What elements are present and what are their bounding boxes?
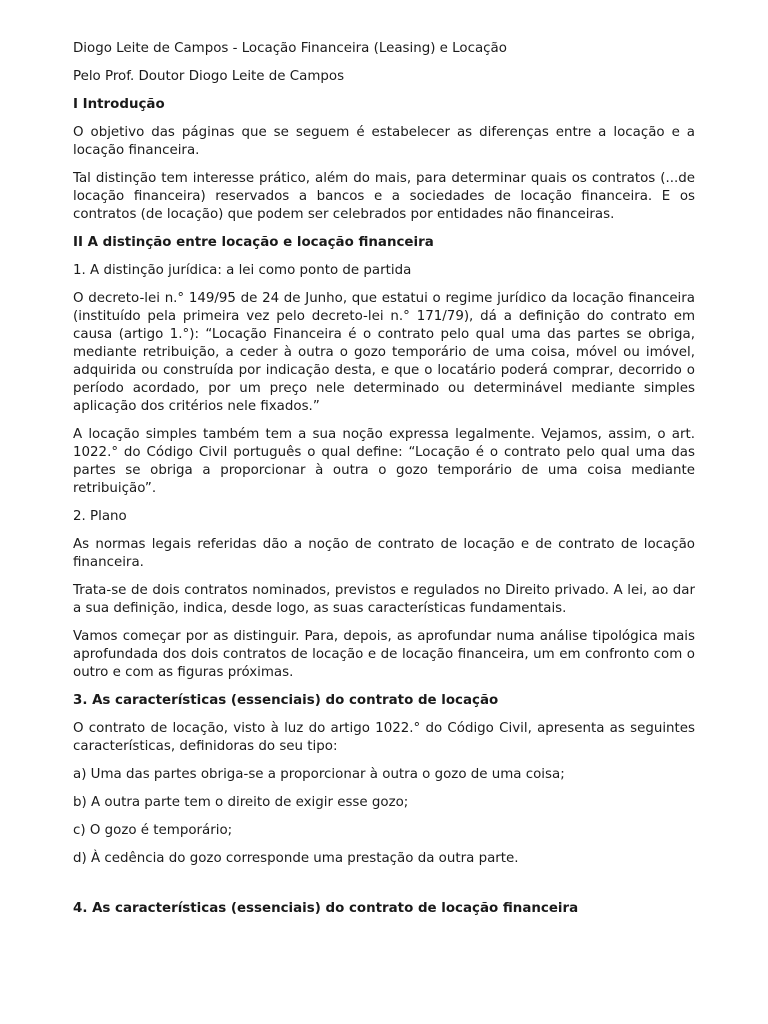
list-item: b) A outra parte tem o direito de exigir esse gozo;: [73, 795, 409, 810]
document-title: Diogo Leite de Campos - Locação Financeira (Leasing) e Locação: [73, 41, 507, 56]
section-heading-distinction: II A distinção entre locação e locação financeira: [73, 235, 434, 250]
author-line: Pelo Prof. Doutor Diogo Leite de Campos: [73, 69, 345, 84]
paragraph: O decreto-lei n.° 149/95 de 24 de Junho, que estatui o regime jurídico da locação financeira (instituído pela primeira vez pelo decreto-lei n.° 171/79), dá a definição do contrato em causa (artigo 1.°): “Locação Financeira é o contrato pelo qual uma das partes se obriga, mediante retribuição, a ceder à outra o gozo temporário de uma coisa, móvel ou imóvel, adquirida ou construída por indicação desta, e que o locatário poderá comprar, decorrido o período acordado, por um preço nele determinado ou determinável mediante simples aplicação dos critérios nele fixados.”: [73, 291, 695, 414]
paragraph: Tal distinção tem interesse prático, além do mais, para determinar quais os contratos (...de locação financeira) reservados a bancos e a sociedades de locação financeira. E os contratos (de locação) que podem ser celebrados por entidades não financeiras.: [73, 171, 695, 222]
paragraph: A locação simples também tem a sua noção expressa legalmente. Vejamos, assim, o art. 1022.° do Código Civil português o qual define: “Locação é o contrato pelo qual uma das partes se obriga a proporcionar à outra o gozo temporário de uma coisa mediante retribuição”.: [73, 427, 695, 496]
subsection-heading-legal-distinction: 1. A distinção jurídica: a lei como ponto de partida: [73, 263, 412, 278]
paragraph: O contrato de locação, visto à luz do artigo 1022.° do Código Civil, apresenta as seguintes características, definidoras do seu tipo:: [73, 721, 695, 754]
paragraph: Trata-se de dois contratos nominados, previstos e regulados no Direito privado. A lei, ao dar a sua definição, indica, desde logo, as suas características fundamentais.: [73, 583, 695, 616]
paragraph: As normas legais referidas dão a noção de contrato de locação e de contrato de locação financeira.: [73, 537, 695, 570]
spacer: [73, 878, 695, 900]
section-heading-lease-characteristics: 3. As características (essenciais) do contrato de locação: [73, 693, 499, 708]
section-heading-financial-lease-characteristics: 4. As características (essenciais) do contrato de locação financeira: [73, 901, 579, 916]
section-heading-introduction: I Introdução: [73, 97, 165, 112]
list-item: c) O gozo é temporário;: [73, 823, 233, 838]
list-item: a) Uma das partes obriga-se a proporcionar à outra o gozo de uma coisa;: [73, 767, 565, 782]
subsection-heading-plan: 2. Plano: [73, 509, 127, 524]
paragraph: Vamos começar por as distinguir. Para, depois, as aprofundar numa análise tipológica mais aprofundada dos dois contratos de locação e de locação financeira, um em confronto com o outro e com as figuras próximas.: [73, 629, 695, 680]
paragraph: O objetivo das páginas que se seguem é estabelecer as diferenças entre a locação e a locação financeira.: [73, 125, 695, 158]
list-item: d) À cedência do gozo corresponde uma prestação da outra parte.: [73, 851, 519, 866]
